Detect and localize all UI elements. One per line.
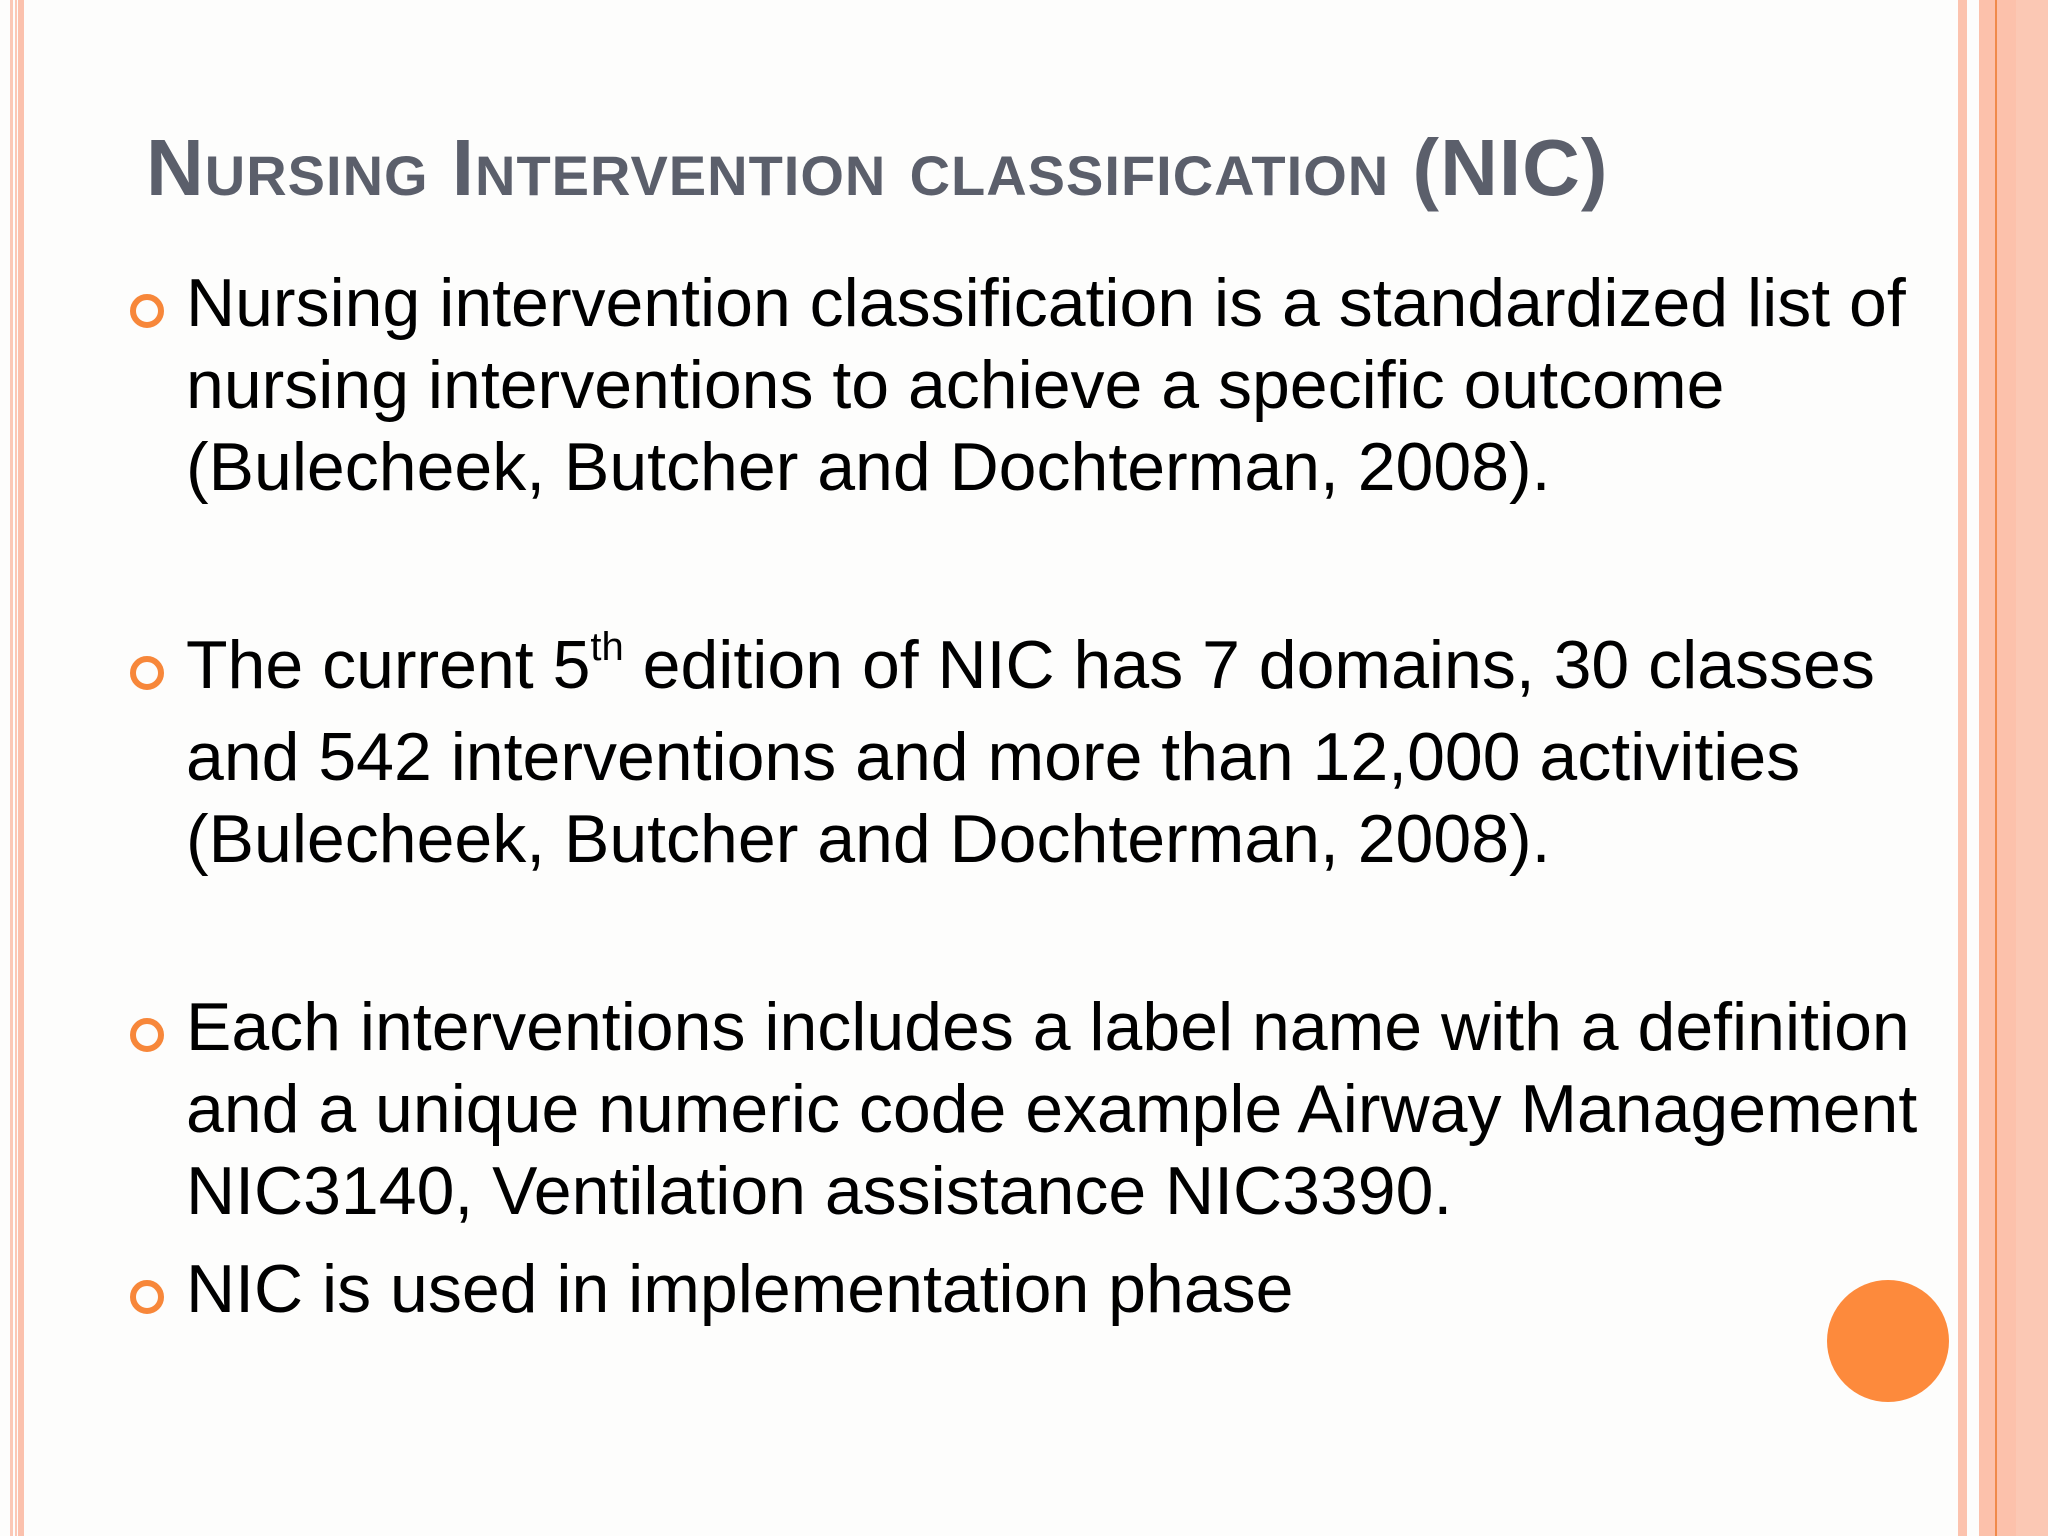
bullet-text-line: [186, 624, 1875, 716]
bullet-item: [186, 986, 1917, 1232]
right-border-band: [1979, 0, 2016, 1536]
superscript: th: [590, 625, 624, 669]
left-border-line: [10, 0, 13, 1536]
bullet-text-line: nursing interventions to achieve a specific outcome: [186, 347, 1725, 423]
bullet-text-line: NIC3140, Ventilation assistance NIC3390.: [186, 1153, 1453, 1229]
bullet-item: [186, 1248, 1293, 1330]
decorative-orange-circle: [1827, 1280, 1949, 1402]
text-segment: edition of NIC has 7 domains, 30 classes: [623, 627, 1875, 703]
bullet-text-line: (Bulecheek, Butcher and Dochterman, 2008).: [186, 801, 1551, 877]
bullet-text-line: (Bulecheek, Butcher and Dochterman, 2008).: [186, 429, 1551, 505]
bullet-ring-icon: [130, 1018, 164, 1052]
bullet-text-line: and a unique numeric code example Airway Management: [186, 1071, 1918, 1147]
bullet-ring-icon: [130, 1280, 164, 1314]
left-border-band: [18, 0, 24, 1536]
left-border-line: [15, 0, 17, 1536]
right-border-line: [1958, 0, 1967, 1536]
bullet-text-line: and 542 interventions and more than 12,000 activities: [186, 719, 1801, 795]
bullet-ring-icon: [130, 656, 164, 690]
bullet-ring-icon: [130, 294, 164, 328]
bullet-item: [186, 624, 1875, 880]
bullet-item: [186, 262, 1906, 508]
text-segment: The current 5: [186, 627, 591, 703]
slide-title: Nursing Intervention classification (NIC): [146, 123, 1609, 212]
bullet-text-line: Nursing intervention classification is a standardized list of: [186, 265, 1906, 341]
bullet-text-line: NIC is used in implementation phase: [186, 1251, 1294, 1327]
bullet-text-line: Each interventions includes a label name with a definition: [186, 989, 1910, 1065]
right-border-accent-line: [1995, 0, 1997, 1536]
